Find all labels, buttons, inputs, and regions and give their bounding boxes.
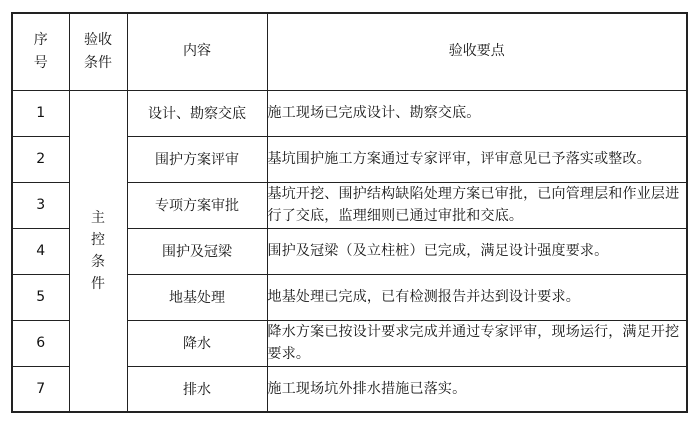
header-seq-line1: 序	[33, 31, 48, 48]
header-condition	[69, 13, 127, 90]
acceptance-table	[11, 12, 688, 413]
row-number: 7	[12, 366, 69, 412]
row-number: 6	[12, 320, 69, 366]
row-points: 围护及冠梁（及立柱桩）已完成，满足设计强度要求。	[267, 228, 687, 274]
header-condition-line2: 条件	[84, 54, 112, 71]
table-row	[12, 90, 687, 136]
row-content: 围护及冠梁	[127, 228, 267, 274]
row-content: 排水	[127, 366, 267, 412]
header-seq	[12, 13, 69, 90]
row-number: 3	[12, 182, 69, 228]
row-number: 2	[12, 136, 69, 182]
header-content: 内容	[127, 13, 267, 90]
row-content: 专项方案审批	[127, 182, 267, 228]
header-row	[12, 13, 687, 90]
row-content: 降水	[127, 320, 267, 366]
row-number: 4	[12, 228, 69, 274]
header-condition-line1: 验收	[84, 31, 112, 48]
row-number: 5	[12, 274, 69, 320]
row-content: 设计、勘察交底	[127, 90, 267, 136]
header-seq-line2: 号	[33, 54, 48, 71]
row-number: 1	[12, 90, 69, 136]
main-condition-char: 控	[91, 231, 105, 248]
main-condition-char: 主	[91, 209, 105, 226]
row-points: 施工现场已完成设计、勘察交底。	[267, 90, 687, 136]
row-points: 基坑围护施工方案通过专家评审，评审意见已予落实或整改。	[267, 136, 687, 182]
row-points: 基坑开挖、围护结构缺陷处理方案已审批，已向管理层和作业层进行了交底，监理细则已通过审批和交底。	[267, 182, 687, 228]
row-points: 降水方案已按设计要求完成并通过专家评审，现场运行，满足开挖要求。	[267, 320, 687, 366]
row-points: 地基处理已完成，已有检测报告并达到设计要求。	[267, 274, 687, 320]
main-condition-char: 件	[91, 275, 105, 292]
row-content: 地基处理	[127, 274, 267, 320]
row-content: 围护方案评审	[127, 136, 267, 182]
main-condition-cell	[69, 90, 127, 412]
row-points: 施工现场坑外排水措施已落实。	[267, 366, 687, 412]
header-points: 验收要点	[267, 13, 687, 90]
main-condition-char: 条	[91, 253, 105, 270]
